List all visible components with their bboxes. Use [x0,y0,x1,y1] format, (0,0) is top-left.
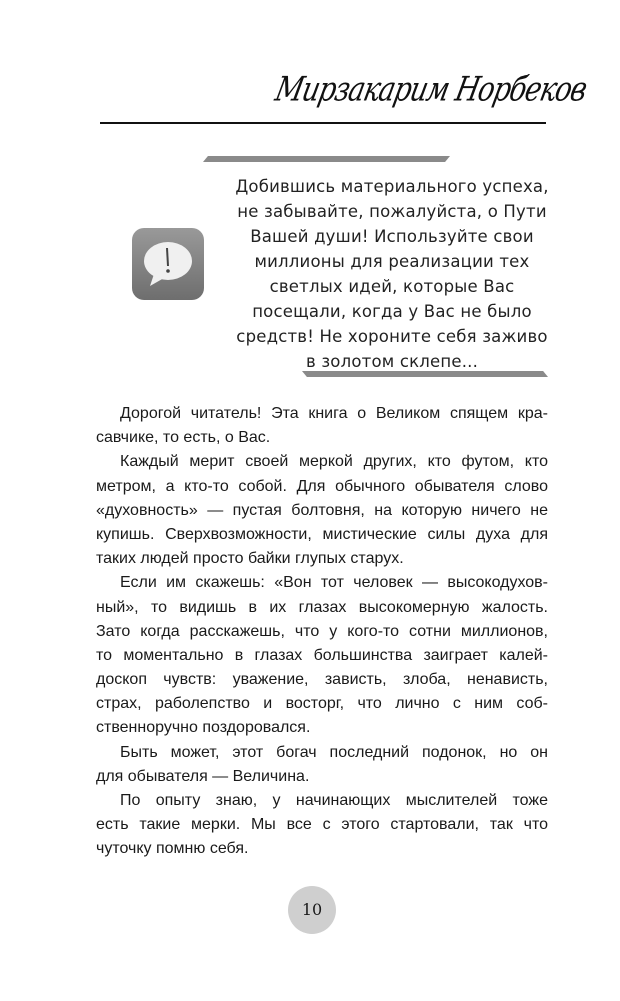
callout-line: светлых идей, которые Вас [269,277,515,296]
text-line: Зато когда расскажешь, что у кого-то сотни миллионов, [96,622,548,640]
body-text [96,402,548,862]
author-signature: Мирзакарим Норбеков [271,70,590,110]
callout-text [232,174,552,374]
callout-line: Добившись материального успеха, [235,177,549,196]
callout-line: средств! Не хороните себя заживо [236,327,548,346]
text-line: страх, раболепство и восторг, что лично с ним соб- [96,695,548,713]
callout-line: не забывайте, пожалуйста, о Пути [237,202,547,221]
header-rule [100,122,546,124]
text-line: Быть может, этот богач последний подонок, но он [120,743,548,761]
text-line: доскоп чувств: уважение, зависть, злоба, ненависть, [96,671,548,689]
text-line: чуточку помню себя. [96,840,249,858]
callout-line: миллионы для реализации тех [254,252,530,271]
callout-bottom-bar [302,371,548,377]
callout-line: посещали, когда у Вас не было [252,302,532,321]
text-line: для обывателя — Величина. [96,767,310,785]
text-line: Если им скажешь: «Вон тот человек — высокодухов- [120,574,548,592]
text-line: По опыту знаю, у начинающих мыслителей тоже [120,792,548,809]
exclamation-speech-bubble-icon [132,228,204,300]
callout-line: в золотом склепе... [305,352,479,371]
text-line: ный», то видишь в их глазах высокомерную жалость. [96,598,548,616]
text-line: ственноручно поздоровался. [96,719,311,737]
callout-line: Вашей души! Используйте свои [250,227,534,246]
text-line: то моментально в глазах большинства заиграет калей- [96,646,548,664]
text-line: Каждый мерит своей меркой других, кто футом, кто [120,453,548,471]
text-line: «духовность» — пустая болтовня, на которую ничего не [96,501,548,519]
text-line: Дорогой читатель! Эта книга о Великом спящем кра- [120,405,548,422]
text-line: метром, а кто-то собой. Для обычного обывателя слово [96,477,548,495]
page-number: 10 [288,886,336,934]
text-line: купишь. Сверхвозможности, мистические силы духа для [96,525,548,543]
text-line: есть такие мерки. Мы все с этого стартовали, так что [96,816,548,834]
text-line: таких людей просто байки глупых старух. [96,550,404,568]
callout-top-bar [203,156,450,162]
text-line: савчике, то есть, о Вас. [96,429,271,447]
